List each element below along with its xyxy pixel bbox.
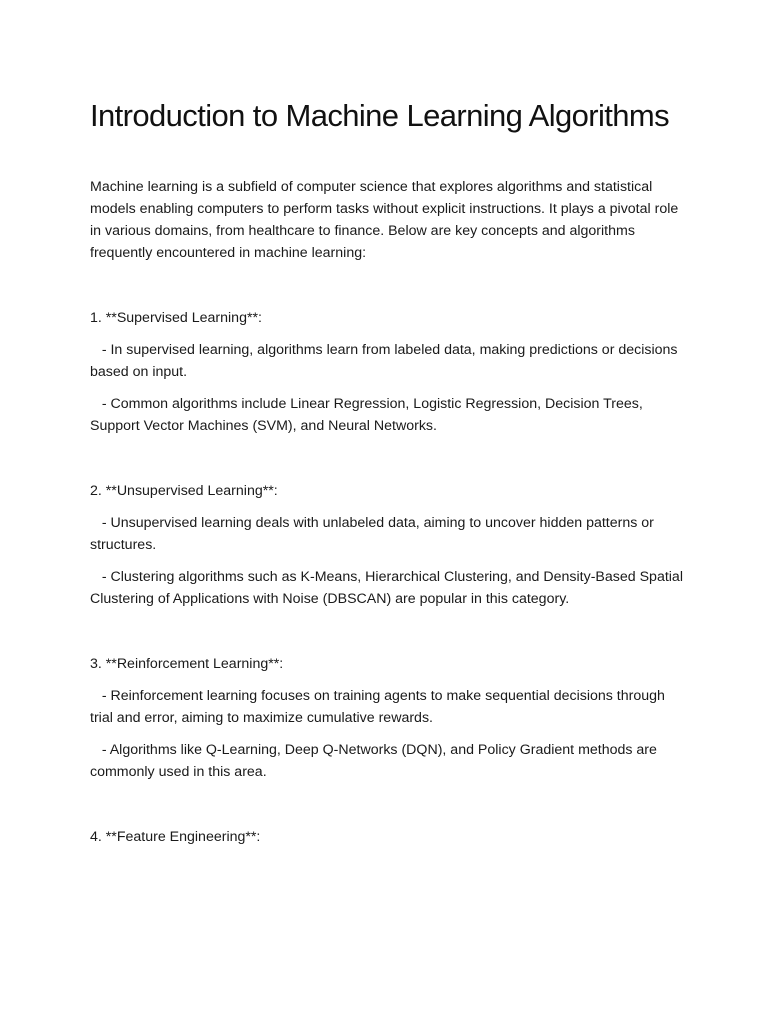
section-bullet: - Algorithms like Q-Learning, Deep Q-Networks (DQN), and Policy Gradient methods are commonly used in this area. (90, 742, 661, 780)
section-bullet: - In supervised learning, algorithms learn from labeled data, making predictions or decisions based on input. (90, 342, 682, 380)
section-reinforcement-learning (90, 653, 690, 783)
section-heading: 3. **Reinforcement Learning**: (90, 656, 284, 672)
section-heading: 2. **Unsupervised Learning**: (90, 483, 278, 499)
section-bullet: - Clustering algorithms such as K-Means, Hierarchical Clustering, and Density-Based Spatial Clustering of Applications with Noise (DBSCAN) are popular in this category. (90, 569, 687, 607)
section-heading: 1. **Supervised Learning**: (90, 310, 262, 326)
document-title: Introduction to Machine Learning Algorithms (90, 98, 670, 133)
intro-paragraph: Machine learning is a subfield of computer science that explores algorithms and statistical models enabling computers to perform tasks without explicit instructions. It plays a pivotal role in various domains, from healthcare to finance. Below are key concepts and algorithms frequently encountered in machine learning: (90, 179, 679, 261)
section-heading: 4. **Feature Engineering**: (90, 829, 261, 845)
section-unsupervised-learning (90, 480, 690, 610)
document-page (90, 0, 690, 848)
section-feature-engineering (90, 826, 690, 848)
section-bullet: - Unsupervised learning deals with unlabeled data, aiming to uncover hidden patterns or structures. (90, 515, 658, 553)
section-bullet: - Reinforcement learning focuses on training agents to make sequential decisions through trial and error, aiming to maximize cumulative rewards. (90, 688, 669, 726)
section-bullet: - Common algorithms include Linear Regression, Logistic Regression, Decision Trees, Support Vector Machines (SVM), and Neural Networks. (90, 396, 647, 434)
section-supervised-learning (90, 307, 690, 437)
